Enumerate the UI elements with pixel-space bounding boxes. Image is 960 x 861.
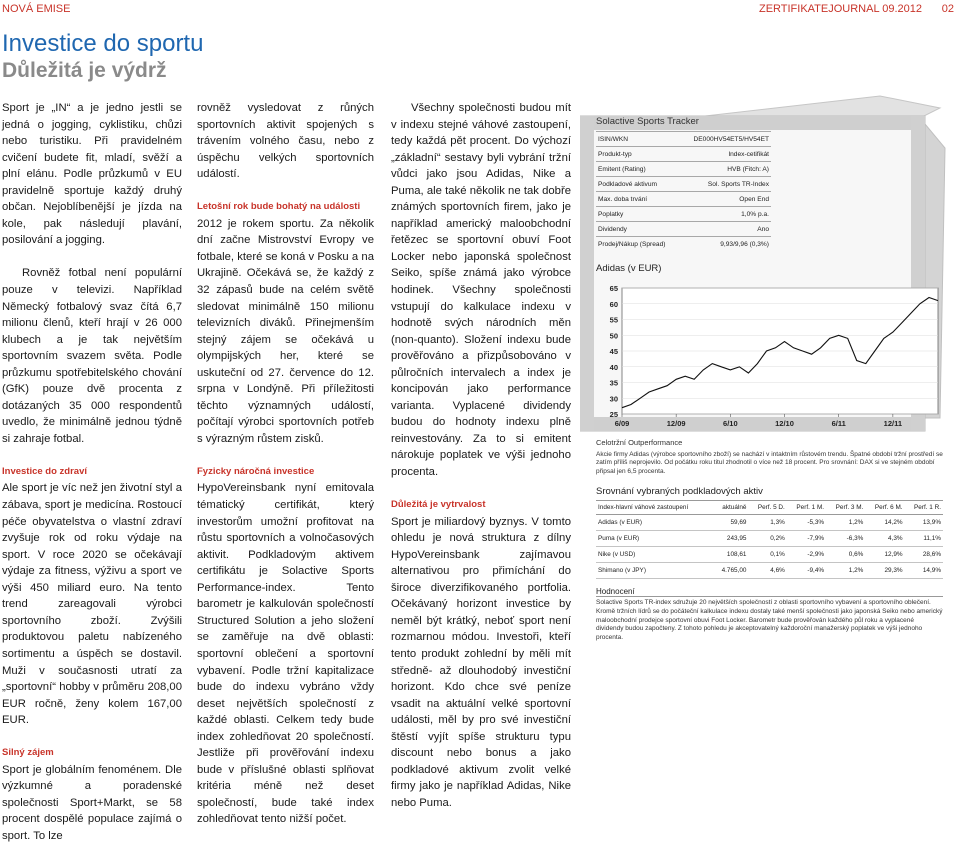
perf-cell: Nike (v USD)	[596, 547, 713, 563]
info-row	[596, 177, 771, 192]
table-row	[596, 531, 943, 547]
header-section: NOVÁ EMISE	[2, 3, 71, 15]
info-key: Podkladové aktivum	[596, 177, 679, 192]
y-tick-label: 50	[609, 331, 618, 341]
perf-cell: 0,2%	[748, 531, 786, 547]
x-tick-label: 6/09	[614, 419, 630, 428]
text-column-2	[197, 100, 374, 844]
paragraph: Sport je globálním fenoménem. Dle výzkumné a poradenské společnosti Sport+Markt, se 58 procent dospělé populace zajímá o sport. To lze	[2, 763, 182, 842]
perf-header: Perf. 1 R.	[905, 501, 943, 515]
product-info-table	[596, 131, 771, 251]
perf-header: Perf. 1 M.	[787, 501, 826, 515]
rating-title: Hodnocení	[596, 587, 635, 597]
info-key: Prodej/Nákup (Spread)	[596, 237, 679, 252]
perf-cell: Shimano (v JPY)	[596, 563, 713, 579]
info-value: HVB (Fitch: A)	[679, 162, 771, 177]
perf-cell: 14,2%	[865, 515, 904, 531]
info-row	[596, 162, 771, 177]
paragraph: Ale sport je víc než jen životní styl a zábava, sport je medicína. Rostoucí péče obyvatelstva o vlastní zdraví zvyšuje rok od roku výdaje na sport. V roce 2020 se očekávají výdaje za fitness, výživu a sport ve výši 450 miliard euro. Na tento trend zareagovali výrobci sportovního zboží. Zvýšili produktovou paletu nabízeného sortimentu a úspěch se dostavil. Muži v současnosti utratí za „sportovní“ hobby v průměru 208,00 EUR ročně, ženy kolem 167,00 EUR.	[2, 482, 182, 727]
info-value: Open End	[679, 192, 771, 207]
y-tick-label: 30	[609, 394, 618, 404]
perf-cell: -9,4%	[787, 563, 826, 579]
perf-cell: 108,61	[713, 547, 749, 563]
perf-cell: 11,1%	[905, 531, 943, 547]
perf-cell: 29,3%	[865, 563, 904, 579]
perf-cell: 243,95	[713, 531, 749, 547]
perf-cell: 1,3%	[748, 515, 786, 531]
x-tick-label: 12/10	[775, 419, 794, 428]
info-row	[596, 147, 771, 162]
y-tick-label: 55	[609, 315, 618, 325]
perf-title: Srovnání vybraných podkladových aktiv	[596, 486, 763, 498]
info-key: ISIN/WKN	[596, 132, 679, 147]
x-tick-label: 12/09	[666, 419, 686, 428]
perf-cell: -6,3%	[826, 531, 865, 547]
perf-cell: Puma (v EUR)	[596, 531, 713, 547]
perf-cell: -7,9%	[787, 531, 826, 547]
info-key: Max. doba trvání	[596, 192, 679, 207]
perf-cell: -2,9%	[787, 547, 826, 563]
outperformance-text: Akcie firmy Adidas (výrobce sportovního zboží) se nachází v intaktním růstovém trendu. Špatné období tržní prostředí se zatím příliš neprojevilo. Od počátku roku titul zhodnotil o více než 18 procent. Pro srovnání: DAX si ve stejném období připsal jen 6,5 procenta.	[596, 450, 943, 475]
paragraph: HypoVereinsbank nyní emitovala tématický certifikát, který investorům umožní profitovat na růstu sportovních a volnočasových aktivit. Podkladovým aktivem certifikátu je Solactive Sports Performance-index. Tento barometr je kalkulován společností Structured Solution a jeho složení se zaměřuje na dvě oblasti: sportovní oblečení a sportovní vybavení. Podle tržní kapitalizace bude do indexu vybráno vždy deset největších společností z každé oblasti. Celkem tedy bude index zohledňovat 20 společností. Jestliže při prověřování indexu bude v příslušné oblasti splňovat kritéria méně než deset společností, bude také index zohledňovat tento nižší počet.	[197, 482, 374, 826]
perf-header: Perf. 3 M.	[826, 501, 865, 515]
perf-header: Perf. 5 D.	[748, 501, 786, 515]
section-heading: Fyzicky náročná investice	[197, 465, 315, 477]
info-value: Sol. Sports TR-Index	[679, 177, 771, 192]
paragraph: 2012 je rokem sportu. Za několik dní začne Mistrovství Evropy ve fotbale, které se koná v Posku a na Ukrajině. Očekává se, že každý z 32 zápasů bude na celém světě sledovat minimálně 150 milionu televizních diváků. Přinejmenším stejný zájem se očekává u olympijských her, které se uskuteční od 27. července do 12. srpna v Londýně. Při příležitosti těchto významných událostí, počítají výrobci sportovních potřeb s výrazným růstem zisků.	[197, 217, 374, 445]
page-number: 02	[941, 3, 954, 15]
perf-cell: 4,3%	[865, 531, 904, 547]
info-row	[596, 237, 771, 252]
paragraph: Všechny společnosti budou mít v indexu stejné váhové zastoupení, tedy každá pět procent. Do výchozí „základní“ sestavy byli vybrání tržní vůdci jako jsou Adidas, Nike a Puma, ale také několik ne tak dobře známých sportovních firem, jako je například americký maloobchodní řetězec se sportovní obuví Foot Locker nebo japonská společnost Seiko, spíše známá jako výrobce hodinek. Všechny společnosti vstupují do kalkulace indexu v hodnotě svých národních měn (non-quanto). Složení indexu bude prověřováno a přizpůsobováno v půlročních intervalech a index je koncipován jako performance varianta. Vyplacené dividendy budou do hodnoty indexu plně reinvestovány. Za to si emitent nárokuje poplatek ve výši jednoho procenta.	[391, 102, 571, 479]
info-row	[596, 132, 771, 147]
info-value: Ano	[679, 222, 771, 237]
paragraph: Sport je miliardový byznys. V tomto ohledu je nová struktura z dílny HypoVereinsbank zajímavou alternativou pro přimíchání do široce diverzifikovaného portfolia. Očekávaný horizont investice by neměl být krátký, neboť sport není rozmarnou módou. Investoři, kteří tento produkt zohlední by měli mít středně- až dlouhodobý investiční horizont. Kdo chce své peníze vsadit na aktuální velké sportovní události, měl by pro své investiční štěstí vyjít spíše strukturu typu discount nebo bonus a jako podkladové aktivum zvolit velké firmy jako je například Adidas, Nike nebo Puma.	[391, 515, 571, 809]
section-heading: Letošní rok bude bohatý na události	[197, 201, 361, 213]
perf-cell: 0,1%	[748, 547, 786, 563]
info-value: Index-cetifikát	[679, 147, 771, 162]
info-key: Produkt-typ	[596, 147, 679, 162]
y-tick-label: 35	[609, 378, 618, 388]
perf-cell: 12,9%	[865, 547, 904, 563]
info-value: 9,93/9,96 (0,3%)	[679, 237, 771, 252]
crate-plank	[580, 116, 594, 431]
header-journal: ZERTIFIKATEJOURNAL 09.2012	[758, 3, 922, 15]
table-row	[596, 547, 943, 563]
info-row	[596, 207, 771, 222]
perf-header: Index-hlavní váhové zastoupení	[596, 501, 713, 515]
perf-cell: 1,2%	[826, 563, 865, 579]
section-heading: Silný zájem	[2, 747, 54, 759]
table-row	[596, 563, 943, 579]
perf-cell: 59,69	[713, 515, 749, 531]
info-value: DE000HV54ET5/HV54ET	[679, 132, 771, 147]
y-tick-label: 45	[609, 347, 618, 356]
outperformance-title: Celotržní Outperformance	[596, 438, 683, 447]
article-subtitle: Důležitá je výdrž	[2, 59, 167, 82]
perf-header: Perf. 6 M.	[865, 501, 904, 515]
section-heading: Investice do zdraví	[2, 465, 88, 477]
adidas-price-chart	[596, 280, 943, 430]
perf-cell: 1,2%	[826, 515, 865, 531]
perf-cell: Adidas (v EUR)	[596, 515, 713, 531]
x-tick-label: 6/10	[723, 419, 738, 428]
paragraph: rovněž vysledovat z růných sportovních aktivit spojených s trávením volného času, nebo z úspěchu velkých sportovních událostí.	[197, 102, 374, 181]
perf-header: aktuálně	[713, 501, 749, 515]
perf-cell: 14,9%	[905, 563, 943, 579]
rating-text: Solactive Sports TR-index sdružuje 20 největších společností z oblasti sportovního vybavení a sportovního oblečení. Kromě tržních lídrů se do počáteční kalkulace indexu dostaly také menší společnosti jako japonská Seiko nebo americký maloobchodní prodejce sportovní obuvi Foot Locker. Barometr bude prověřován každého půl roku a vyplacené dividendy budou započteny. Z tohoto pohledu je akceptovatelný každoroční manažerský poplatek ve výši jednoho procenta.	[596, 596, 943, 642]
perf-cell: -5,3%	[787, 515, 826, 531]
x-tick-label: 12/11	[883, 419, 903, 428]
performance-table	[596, 500, 943, 579]
perf-cell: 28,6%	[905, 547, 943, 563]
paragraph: Rovněž fotbal není populární pouze v televizi. Například Německý fotbalový svaz čítá 6,7 milionu členů, kteří hrají v 26 000 klubech a je tak největším sportovním svazem světa. Podle průzkumu spotřebitelského chování (GfK) pouze dvě procenta z dotázaných 35 000 respondentů uvedlo, že minimálně jednou týdně si zahraje fotbal.	[2, 267, 182, 445]
perf-cell: 13,9%	[905, 515, 943, 531]
info-key: Dividendy	[596, 222, 679, 237]
product-box-title: Solactive Sports Tracker	[596, 116, 699, 127]
table-row	[596, 515, 943, 531]
info-key: Poplatky	[596, 207, 679, 222]
info-row	[596, 192, 771, 207]
text-column-1	[2, 100, 182, 861]
x-tick-label: 6/11	[831, 419, 846, 428]
info-panel	[596, 116, 943, 642]
info-key: Emitent (Rating)	[596, 162, 679, 177]
perf-cell: 4.765,00	[713, 563, 749, 579]
info-row	[596, 222, 771, 237]
perf-cell: 4,6%	[748, 563, 786, 579]
y-tick-label: 60	[609, 299, 618, 309]
text-column-3	[391, 100, 571, 828]
y-tick-label: 40	[609, 362, 618, 372]
info-value: 1,0% p.a.	[679, 207, 771, 222]
article-title: Investice do sportu	[2, 30, 204, 57]
y-tick-label: 25	[609, 410, 618, 419]
chart-title: Adidas (v EUR)	[596, 263, 662, 274]
section-heading: Důležitá je vytrvalost	[391, 499, 486, 511]
paragraph: Sport je „IN“ a je jedno jestli se jedná o jogging, cyklistiku, chůzi nebo turistiku. Při pravidelném cvičení budete fit, mladí, svěží a plní elánu. Podle průzkumů v EU pravidelně sportuje každý druhý občan. Nejoblíbenější je jízda na kole, pak následují plavání, posilování a jogging.	[2, 102, 182, 247]
y-tick-label: 65	[609, 284, 618, 293]
perf-cell: 0,6%	[826, 547, 865, 563]
